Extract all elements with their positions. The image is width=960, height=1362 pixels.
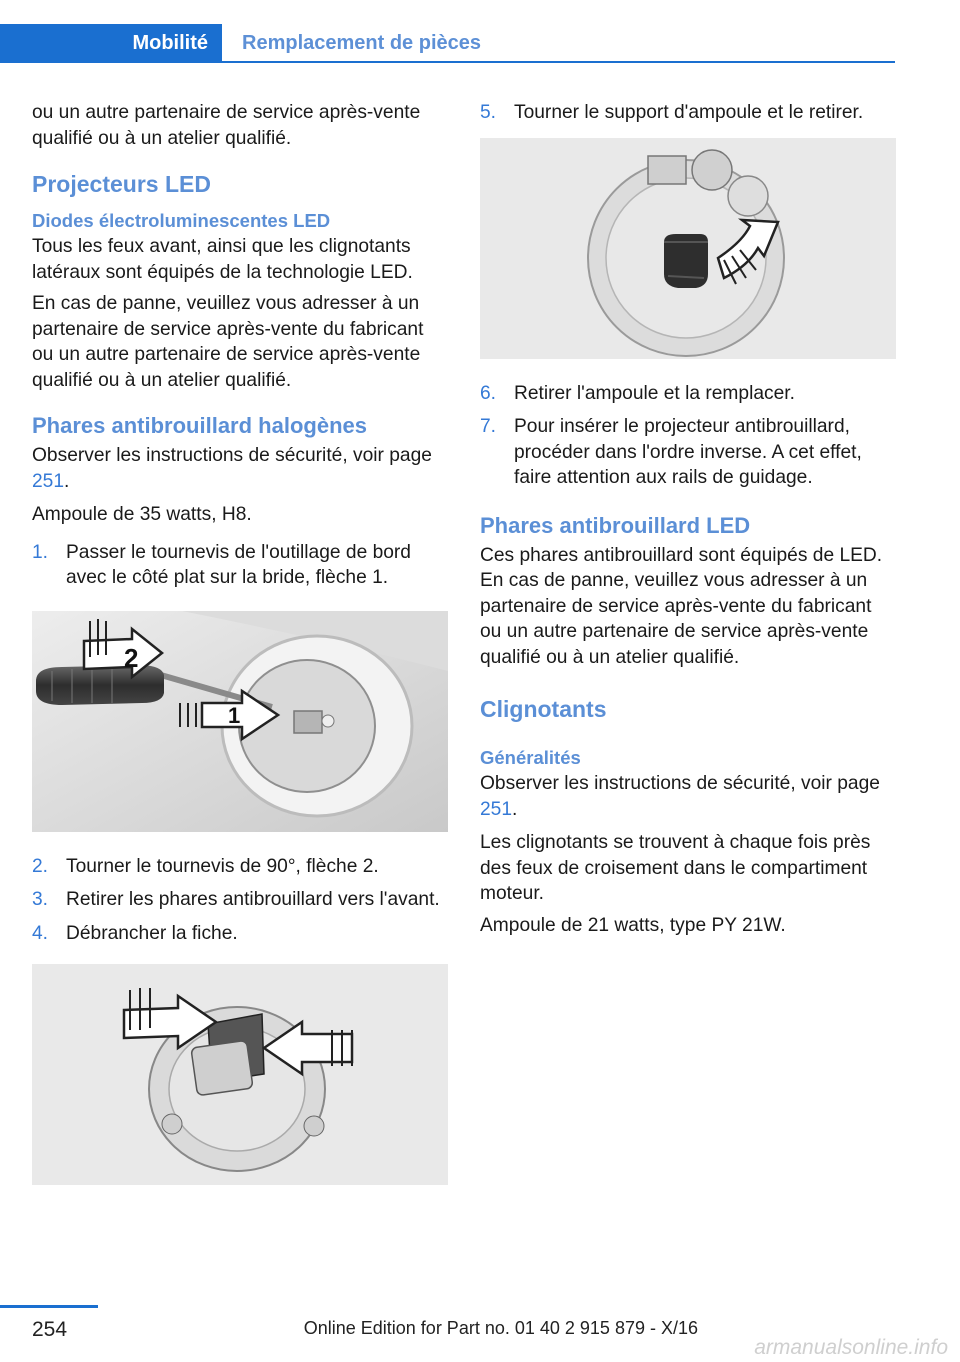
step-number: 4.: [32, 922, 49, 944]
step-text: Pour insérer le projecteur antibrouillard, procéder dans l'ordre inverse. A cet effet, faire attention aux rails de guidage.: [514, 416, 862, 488]
step-text: Retirer l'ampoule et la remplacer.: [514, 382, 795, 404]
safety-reference-text: Observer les instructions de sécurité, voir page: [32, 445, 432, 466]
heading-generalites: Généralités: [480, 747, 581, 768]
bulb-spec-turn: Ampoule de 21 watts, type PY 21W.: [480, 914, 786, 936]
arrow-label-2: 2: [124, 642, 139, 673]
bulb-holder-illustration: [480, 138, 896, 359]
list-item: [32, 921, 448, 947]
steps-list-4: [480, 381, 896, 491]
step-number: 5.: [480, 102, 497, 123]
step-number: 7.: [480, 416, 497, 437]
list-item: [480, 100, 896, 126]
steps-list-1: [32, 540, 448, 591]
left-column: [32, 100, 448, 1207]
heading-phares-halogenes: Phares antibrouillard halogènes: [32, 413, 367, 438]
list-item: [32, 540, 448, 591]
step-number: 2.: [32, 855, 49, 877]
step-text: Débrancher la fiche.: [66, 922, 238, 944]
heading-clignotants: Clignotants: [480, 696, 607, 722]
right-column: [480, 100, 896, 944]
safety-reference: [480, 771, 896, 822]
page-header: [0, 0, 960, 64]
page-link-251[interactable]: 251: [32, 470, 65, 492]
fog-led-paragraph: Ces phares antibrouillard sont équipés de LED. En cas de panne, veuillez vous adresser à un partenaire de service après-vente du fabricant ou un autre partenaire de service après-vente qualifié ou à un atelier qualifié.: [480, 544, 883, 668]
step-text: Tourner le tournevis de 90°, flèche 2.: [66, 855, 379, 877]
step-text: Retirer les phares antibrouillard vers l'avant.: [66, 889, 440, 910]
header-rule: [0, 61, 895, 63]
figure-screwdriver-flange: [32, 611, 448, 832]
footer-rule: [0, 1305, 98, 1308]
steps-list-3: [480, 100, 896, 126]
steps-list-2: [32, 854, 448, 947]
step-number: 6.: [480, 382, 497, 404]
diodes-paragraph-2: En cas de panne, veuillez vous adresser à un partenaire de service après-vente du fabricant ou un autre partenaire de service après-vente qualifié ou à un atelier qualifié.: [32, 293, 424, 391]
edition-note: Online Edition for Part no. 01 40 2 915 879 - X/16: [303, 1318, 698, 1338]
heading-projecteurs-led: Projecteurs LED: [32, 171, 211, 197]
arrow-label-1: 1: [228, 702, 241, 728]
diodes-paragraph-1: Tous les feux avant, ainsi que les clignotants latéraux sont équipés de la technologie LED.: [32, 236, 413, 283]
connector-illustration: [32, 964, 448, 1185]
tab-remplacement-pieces[interactable]: Remplacement de pièces: [242, 32, 481, 54]
figure-bulb-holder: [480, 138, 896, 359]
step-text: Tourner le support d'ampoule et le retirer.: [514, 102, 864, 123]
step-number: 3.: [32, 889, 49, 910]
step-number: 1.: [32, 541, 49, 563]
location-paragraph: Les clignotants se trouvent à chaque fois près des feux de croisement dans le compartiment moteur.: [480, 832, 871, 904]
intro-text: ou un autre partenaire de service après-vente qualifié ou à un atelier qualifié.: [32, 102, 421, 149]
heading-phares-led: Phares antibrouillard LED: [480, 512, 751, 538]
tab-mobilite[interactable]: Mobilité: [0, 24, 222, 62]
safety-reference-period: .: [64, 470, 70, 492]
page-number: 254: [32, 1318, 68, 1341]
list-item: [32, 854, 448, 880]
step-text: Passer le tournevis de l'outillage de bord avec le côté plat sur la bride, flèche 1.: [66, 541, 411, 588]
screwdriver-illustration: [32, 611, 448, 832]
watermark: armanualsonline.info: [754, 1336, 948, 1359]
safety-reference-text: Observer les instructions de sécurité, voir page: [480, 773, 880, 794]
page-link-251[interactable]: 251: [480, 798, 513, 820]
list-item: [480, 414, 896, 491]
figure-connector-unplug: [32, 964, 448, 1185]
safety-reference: [32, 443, 448, 494]
list-item: [32, 887, 448, 913]
heading-diodes: Diodes électroluminescentes LED: [32, 210, 331, 231]
safety-reference-period: .: [512, 798, 518, 820]
bulb-spec: Ampoule de 35 watts, H8.: [32, 504, 252, 525]
list-item: [480, 381, 896, 407]
